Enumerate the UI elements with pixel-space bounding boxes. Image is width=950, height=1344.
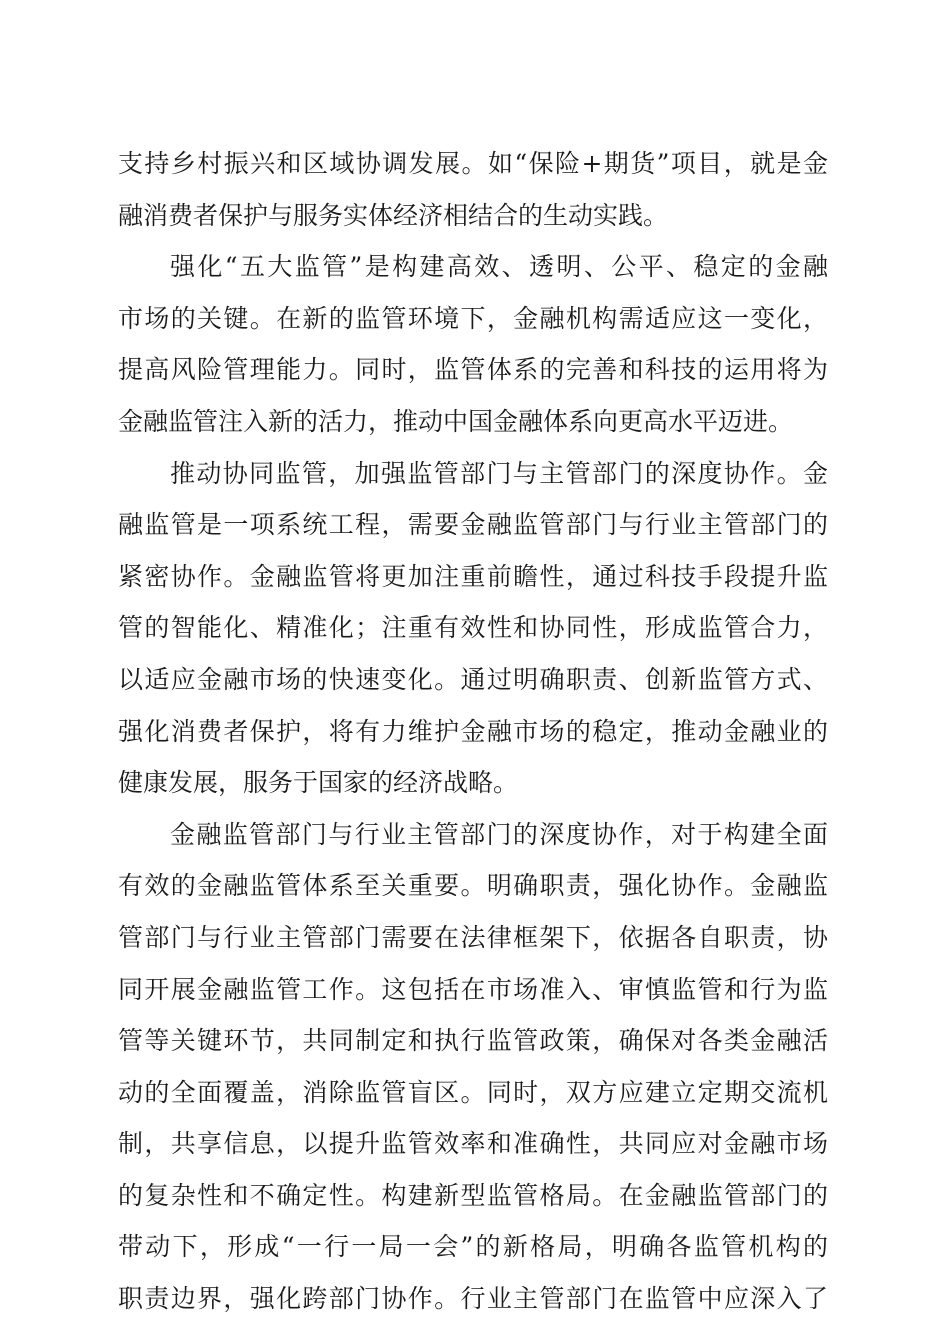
paragraph-2-line-2: 市场的关键。在新的监管环境下，金融机构需适应这一变化， [118, 303, 828, 333]
document-body [118, 138, 828, 1325]
paragraph-1-line-1: 支持乡村振兴和区域协调发展。如“保险+期货”项目，就是金 [118, 149, 828, 178]
paragraph-4-line-5: 管等关键环节，共同制定和执行监管政策，确保对各类金融活 [118, 1026, 828, 1056]
paragraph-1-line-2: 融消费者保护与服务实体经济相结合的生动实践。 [118, 200, 669, 230]
paragraph-3-line-4: 管的智能化、精准化；注重有效性和协同性，形成监管合力， [118, 613, 828, 643]
paragraph-4-line-3: 管部门与行业主管部门需要在法律框架下，依据各自职责，协 [118, 922, 828, 952]
paragraph-4-line-9: 带动下，形成“一行一局一会”的新格局，明确各监管机构的 [118, 1232, 828, 1262]
paragraph-3-line-7: 健康发展，服务于国家的经济战略。 [118, 768, 519, 798]
paragraph-4-line-2: 有效的金融监管体系至关重要。明确职责，强化协作。金融监 [118, 871, 828, 901]
paragraph-3-line-2: 融监管是一项系统工程，需要金融监管部门与行业主管部门的 [118, 510, 828, 540]
paragraph-4-line-7: 制，共享信息，以提升监管效率和准确性，共同应对金融市场 [118, 1129, 828, 1159]
paragraph-3-line-1: 推动协同监管，加强监管部门与主管部门的深度协作。金 [170, 458, 828, 488]
paragraph-3-line-5: 以适应金融市场的快速变化。通过明确职责、创新监管方式、 [118, 664, 828, 694]
paragraph-3-line-3: 紧密协作。金融监管将更加注重前瞻性，通过科技手段提升监 [118, 561, 828, 591]
paragraph-2-line-4: 金融监管注入新的活力，推动中国金融体系向更高水平迈进。 [118, 406, 794, 436]
paragraph-2-line-3: 提高风险管理能力。同时，监管体系的完善和科技的运用将为 [118, 355, 828, 385]
paragraph-4-line-1: 金融监管部门与行业主管部门的深度协作，对于构建全面 [170, 819, 828, 849]
paragraph-4-line-4: 同开展金融监管工作。这包括在市场准入、审慎监管和行为监 [118, 974, 828, 1004]
paragraph-4-line-8: 的复杂性和不确定性。构建新型监管格局。在金融监管部门的 [118, 1180, 828, 1210]
paragraph-4-line-6: 动的全面覆盖，消除监管盲区。同时，双方应建立定期交流机 [118, 1077, 828, 1107]
paragraph-2-line-1: 强化“五大监管”是构建高效、透明、公平、稳定的金融 [170, 252, 828, 282]
paragraph-3-line-6: 强化消费者保护，将有力维护金融市场的稳定，推动金融业的 [118, 716, 828, 746]
paragraph-4-line-10: 职责边界，强化跨部门协作。行业主管部门在监管中应深入了 [118, 1284, 828, 1314]
